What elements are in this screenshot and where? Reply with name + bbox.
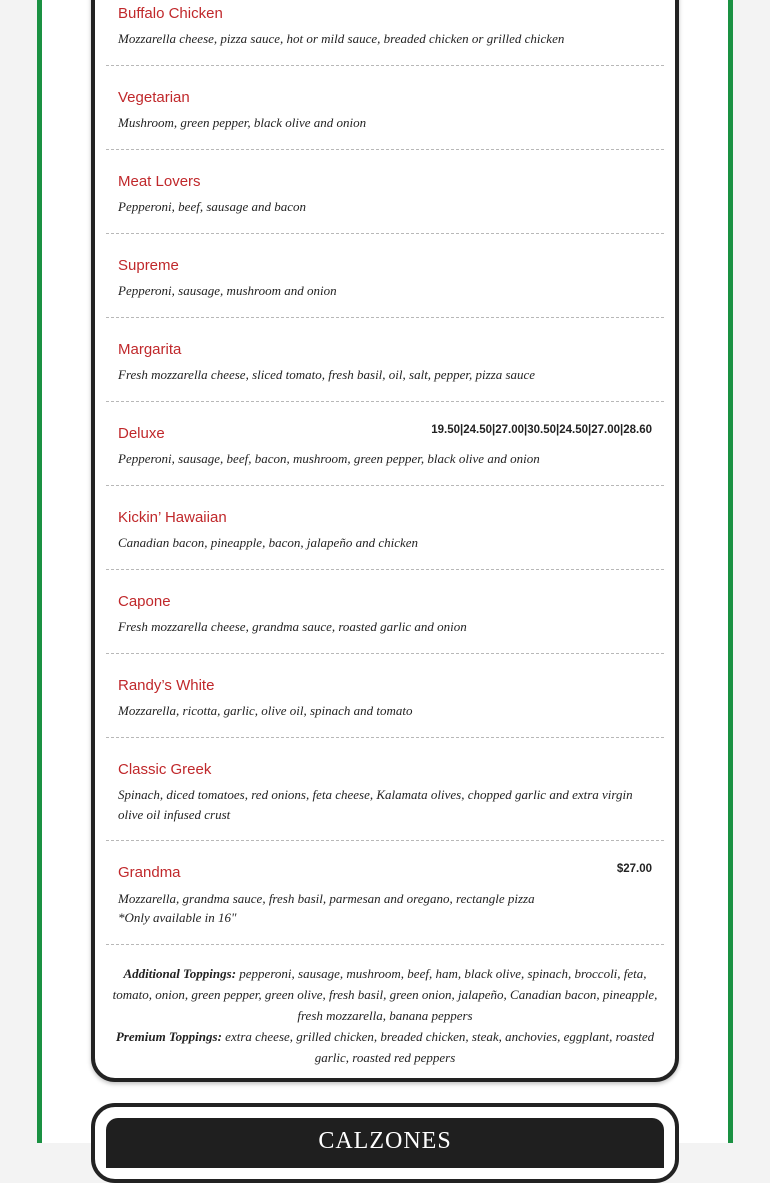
menu-item-name: Kickin’ Hawaiian <box>118 509 227 526</box>
menu-item-name: Vegetarian <box>118 89 190 106</box>
menu-item-name: Deluxe <box>118 425 165 442</box>
menu-item-name: Buffalo Chicken <box>118 5 223 22</box>
menu-item-name: Grandma <box>118 864 181 881</box>
menu-item-description: Fresh mozzarella cheese, grandma sauce, roasted garlic and onion <box>118 619 467 634</box>
menu-item-name: Classic Greek <box>118 761 212 778</box>
menu-item-buffalo-chicken <box>106 5 664 66</box>
premium-toppings-list: extra cheese, grilled chicken, breaded chicken, steak, anchovies, eggplant, roasted garlic, roasted red peppers <box>225 1029 655 1065</box>
menu-item-deluxe <box>106 425 664 486</box>
menu-item-margarita <box>106 341 664 402</box>
menu-item-description: Mozzarella, ricotta, garlic, olive oil, spinach and tomato <box>118 703 413 718</box>
menu-item-price: 19.50|24.50|27.00|30.50|24.50|27.00|28.60 <box>431 424 652 436</box>
menu-item-description: Fresh mozzarella cheese, sliced tomato, fresh basil, oil, salt, pepper, pizza sauce <box>118 367 536 382</box>
menu-item-classic-greek <box>106 761 664 841</box>
menu-item-name: Capone <box>118 593 171 610</box>
menu-item-description: Pepperoni, beef, sausage and bacon <box>118 199 306 214</box>
menu-item-randys-white <box>106 677 664 738</box>
menu-item-description: Spinach, diced tomatoes, red onions, feta cheese, Kalamata olives, chopped garlic and extra virgin olive oil infused crust <box>118 787 633 822</box>
section-title: CALZONES <box>318 1128 452 1154</box>
menu-item-vegetarian <box>106 89 664 150</box>
menu-item-description: Mushroom, green pepper, black olive and onion <box>118 115 367 130</box>
menu-item-grandma <box>106 864 664 945</box>
menu-item-name: Supreme <box>118 257 179 274</box>
additional-toppings-list: pepperoni, sausage, mushroom, beef, ham, black olive, spinach, broccoli, feta, tomato, onion, green pepper, green olive, fresh basil, green onion, jalapeño, Canadian bacon, pineapple, fresh mozzarella, banana peppers <box>112 966 658 1023</box>
menu-item-description: Mozzarella, grandma sauce, fresh basil, parmesan and oregano, rectangle pizza <box>118 891 535 906</box>
menu-item-kickin-hawaiian <box>106 509 664 570</box>
menu-item-name: Randy’s White <box>118 677 215 694</box>
premium-toppings-label: Premium Toppings: <box>115 1029 222 1044</box>
menu-item-price: $27.00 <box>616 863 652 875</box>
menu-item-note: *Only available in 16" <box>118 910 237 925</box>
menu-item-name: Meat Lovers <box>118 173 201 190</box>
menu-item-description: Pepperoni, sausage, beef, bacon, mushroom, green pepper, black olive and onion <box>118 451 540 466</box>
menu-item-name: Margarita <box>118 341 182 358</box>
calzones-header <box>106 1118 664 1168</box>
menu-item-description: Pepperoni, sausage, mushroom and onion <box>118 283 337 298</box>
premium-toppings <box>106 1026 664 1068</box>
menu-item-meat-lovers <box>106 173 664 234</box>
toppings-info <box>106 963 664 1068</box>
menu-item-description: Canadian bacon, pineapple, bacon, jalapeño and chicken <box>118 535 419 550</box>
menu-item-capone <box>106 593 664 654</box>
additional-toppings <box>106 963 664 1026</box>
menu-item-supreme <box>106 257 664 318</box>
additional-toppings-label: Additional Toppings: <box>123 966 237 981</box>
menu-item-description: Mozzarella cheese, pizza sauce, hot or mild sauce, breaded chicken or grilled chicken <box>118 31 565 46</box>
